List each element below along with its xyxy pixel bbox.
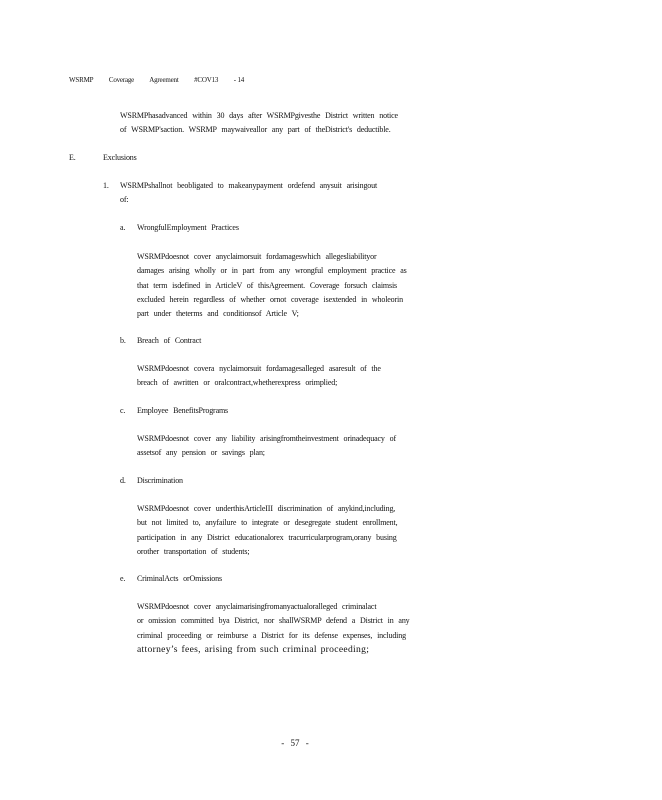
text-line: damages arising wholly or in part from any wrongful employment practice as — [137, 266, 407, 276]
text-line: attorney’s fees, arising from such criminal proceeding; — [137, 643, 370, 655]
text-line: WSRMPdoesnot cover any liability arisingfromtheinvestment orinadequacy of — [137, 434, 396, 443]
subitem-paragraph — [137, 502, 397, 559]
header-agreement: Agreement — [149, 76, 179, 84]
text-line: WSRMPshallnot beobligated to makeanypayment ordefend anysuit arisingout — [120, 181, 378, 190]
text-line: that term isdefined in ArticleV of thisAgreement. Coverage forsuch claimsis — [137, 280, 397, 290]
text-line: orother transportation of students; — [137, 546, 250, 556]
text-line: criminal proceeding or reimburse a District for its defense expenses, including — [137, 630, 406, 640]
subitem-letter: a. — [120, 223, 126, 232]
text-line: WSRMPhasadvanced within 30 days after WSRMPgivesthe District written notice — [120, 111, 398, 120]
text-line: of WSRMP'saction. WSRMP maywaiveallor any part of theDistrict's deductible. — [120, 125, 391, 135]
subitem-letter: c. — [120, 406, 126, 415]
header-code: #COV13 — [194, 76, 219, 84]
subitem-letter: b. — [120, 336, 126, 345]
text-line: WSRMPdoesnot cover underthisArticleIII discrimination of anykind,including, — [137, 504, 396, 513]
subitem-paragraph — [137, 600, 410, 657]
text-line: part under theterms and conditionsof Article V; — [137, 309, 299, 319]
text-line: or omission committed bya District, nor shallWSRMP defend a District in any — [137, 616, 410, 626]
text-line: of: — [120, 195, 129, 205]
subitem-paragraph — [137, 362, 381, 391]
subitem-title: WrongfulEmployment Practices — [137, 223, 239, 232]
subitem-title: Discrimination — [137, 476, 183, 485]
item-number: 1. — [103, 181, 109, 190]
running-header — [69, 76, 258, 84]
subitem-title: CriminalActs orOmissions — [137, 574, 222, 583]
item-paragraph — [120, 179, 377, 208]
header-coverage: Coverage — [108, 76, 135, 84]
text-line: participation in any District educationalorex tracurricularprogram,orany busing — [137, 532, 397, 542]
subitem-paragraph — [137, 250, 407, 321]
header-org: WSRMP — [69, 76, 94, 84]
subitem-letter: d. — [120, 476, 126, 485]
text-line: breach of awritten or oralcontract,whetherexpress orimplied; — [137, 378, 338, 388]
text-line: but not limited to, anyfailure to integrate or desegregate student enrollment, — [137, 518, 398, 528]
page-number: - 57 - — [281, 738, 309, 748]
subitem-letter: e. — [120, 574, 126, 583]
text-line: excluded herein regardless of whether ornot coverage isextended in wholeorin — [137, 294, 403, 304]
subitem-title: Employee BenefitsPrograms — [137, 406, 229, 415]
text-line: WSRMPdoesnot covera nyclaimorsuit fordamagesalleged asaresult of the — [137, 364, 381, 373]
text-line: assetsof any pension or savings plan; — [137, 448, 265, 458]
subitem-paragraph — [137, 432, 396, 461]
section-letter: E. — [69, 153, 76, 162]
text-line: WSRMPdoesnot cover anyclaimarisingfromanyactualoralleged criminalact — [137, 602, 377, 611]
intro-paragraph — [120, 109, 398, 138]
text-line: WSRMPdoesnot cover anyclaimorsuit fordamageswhich allegesliabilityor — [137, 252, 377, 261]
subitem-title: Breach of Contract — [137, 336, 202, 345]
header-suffix: - 14 — [233, 76, 245, 84]
section-title: Exclusions — [103, 153, 137, 162]
